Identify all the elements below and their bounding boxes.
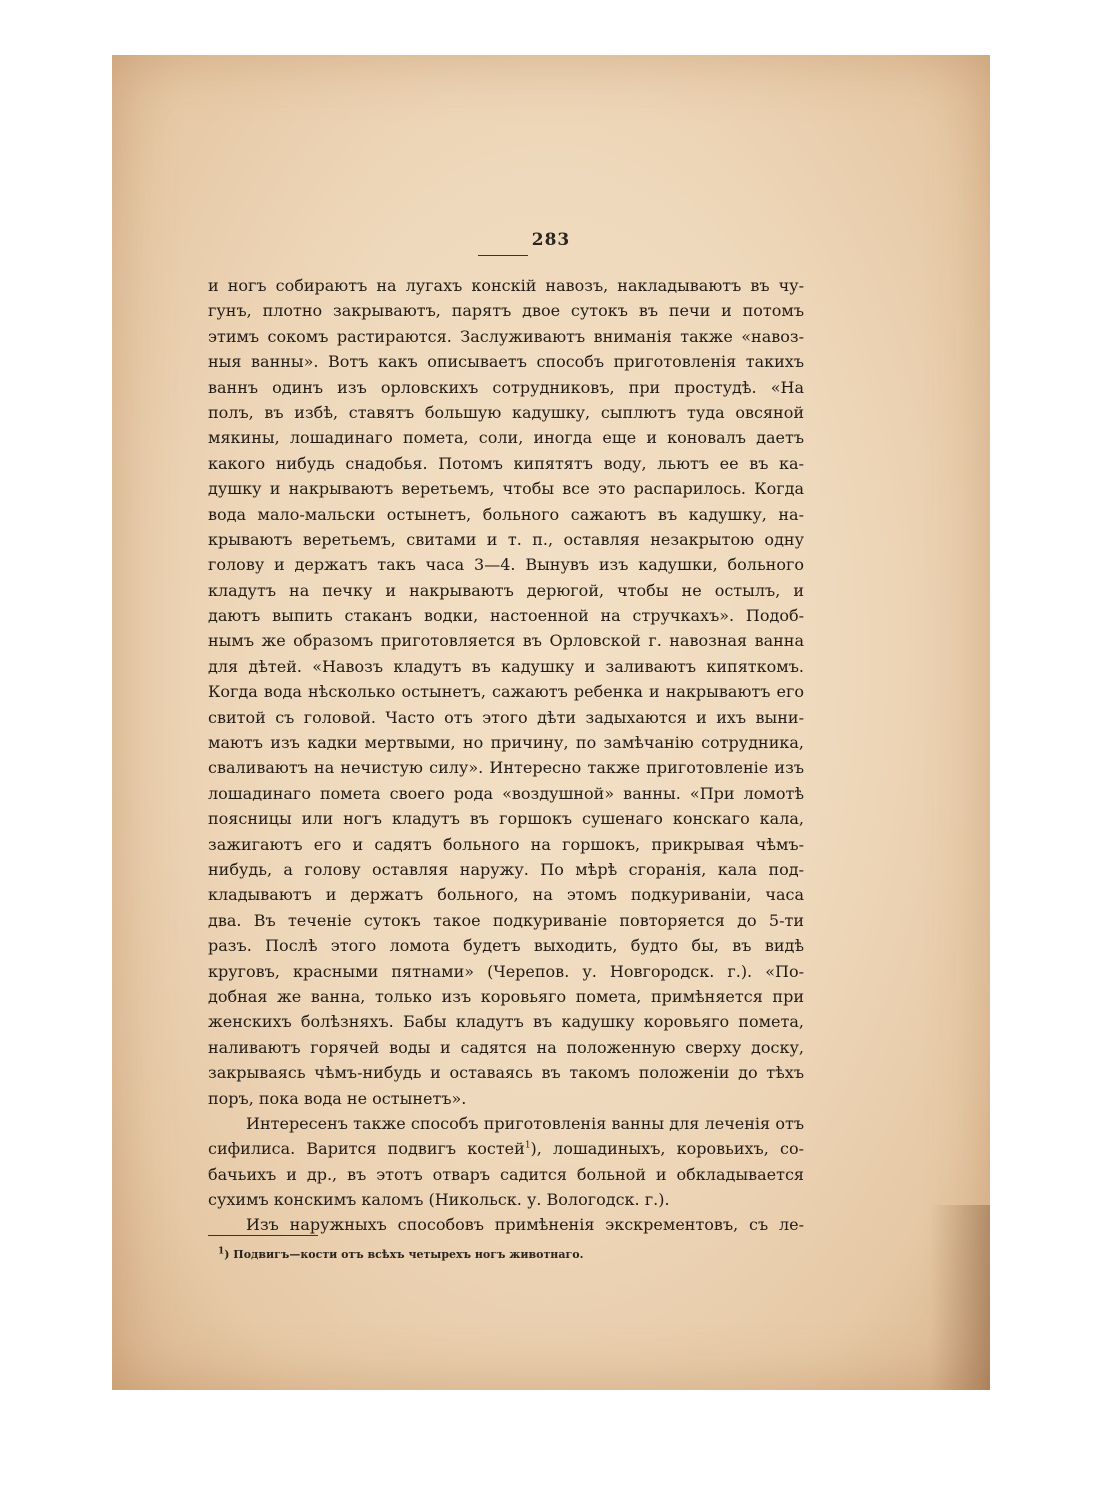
text-line: наливаютъ горячей воды и садятся на положенную сверху доску, bbox=[208, 1037, 804, 1057]
text-line: вода мало-мальски остынетъ, больного сажаютъ въ кадушку, на- bbox=[208, 504, 804, 524]
text-line: маютъ изъ кадки мертвыми, но причину, по замѣчанію сотрудника, bbox=[208, 733, 804, 753]
text-line: Изъ наружныхъ способовъ примѣненія экскрементовъ, съ ле- bbox=[246, 1215, 804, 1235]
scanned-page bbox=[112, 55, 990, 1390]
text-line: ныя ванны». Вотъ какъ описываетъ способъ приготовленія такихъ bbox=[208, 352, 804, 372]
footnote-rule bbox=[208, 1235, 318, 1236]
text-line: свитой съ головой. Часто отъ этого дѣти задыхаются и ихъ выни- bbox=[208, 707, 804, 727]
text-fragment: сифилиса. Варится подвигъ костей bbox=[208, 1139, 525, 1159]
text-line: какого нибудь снадобья. Потомъ кипятятъ воду, льютъ ее въ ка- bbox=[208, 453, 804, 473]
body-text bbox=[208, 273, 804, 1238]
page-number: 283 bbox=[531, 230, 571, 250]
footnote-text: ) Подвигъ—кости отъ всѣхъ четырехъ ногъ животнаго. bbox=[224, 1248, 584, 1261]
text-line: голову и держатъ такъ часа 3—4. Вынувъ изъ кадушки, больного bbox=[208, 555, 804, 575]
text-line-with-footnote-ref bbox=[208, 1136, 804, 1161]
text-line: поясницы или ногъ кладутъ въ горшокъ сушенаго конскаго кала, bbox=[208, 809, 804, 829]
text-line: лошадинаго помета своего рода «воздушной» ванны. «При ломотѣ bbox=[208, 783, 804, 803]
text-line: и ногъ собираютъ на лугахъ конскій навозъ, накладываютъ въ чу- bbox=[208, 276, 804, 295]
text-line: кладываютъ и держатъ больного, на этомъ подкуриваніи, часа bbox=[208, 885, 804, 905]
text-line: Когда вода нѣсколько остынетъ, сажаютъ ребенка и накрываютъ его bbox=[208, 682, 804, 702]
text-line: ваннъ одинъ изъ орловскихъ сотрудниковъ, при простудѣ. «На bbox=[208, 377, 804, 397]
text-line: Интересенъ также способъ приготовленія ванны для леченія отъ bbox=[246, 1113, 804, 1133]
text-line: этимъ сокомъ растираются. Заслуживаютъ вниманія также «навоз- bbox=[208, 326, 804, 346]
text-line: два. Въ теченіе сутокъ такое подкуриваніе повторяется до 5-ти bbox=[208, 910, 804, 930]
text-line: женскихъ болѣзняхъ. Бабы кладутъ въ кадушку коровьяго помета, bbox=[208, 1012, 804, 1032]
text-line: полъ, въ избѣ, ставятъ большую кадушку, сыплютъ туда овсяной bbox=[208, 402, 804, 422]
text-line: поръ, пока вода не остынетъ». bbox=[208, 1088, 467, 1108]
text-line: для дѣтей. «Навозъ кладутъ въ кадушку и заливаютъ кипяткомъ. bbox=[208, 656, 804, 676]
text-line: сухимъ конскимъ каломъ (Никольск. у. Вологодск. г.). bbox=[208, 1190, 670, 1210]
text-line: кладутъ на печку и накрываютъ дерюгой, чтобы не остылъ, и bbox=[208, 580, 804, 600]
text-line: гунъ, плотно закрываютъ, парятъ двое сутокъ въ печи и потомъ bbox=[208, 301, 804, 321]
footnote-reference: 1 bbox=[524, 1140, 531, 1151]
footnote bbox=[218, 1248, 583, 1261]
text-line: сваливаютъ на нечистую силу». Интересно также приготовленіе изъ bbox=[208, 758, 804, 778]
text-line: закрываясь чѣмъ-нибудь и оставаясь въ такомъ положеніи до тѣхъ bbox=[208, 1063, 804, 1083]
text-line: бачьихъ и др., въ этотъ отваръ садится больной и обкладывается bbox=[208, 1164, 804, 1184]
page-number-rule bbox=[478, 255, 528, 256]
text-line: зажигаютъ его и садятъ больного на горшокъ, прикрывая чѣмъ- bbox=[208, 834, 804, 854]
text-fragment: ), лошадиныхъ, коровьихъ, со- bbox=[530, 1139, 804, 1159]
text-line: нибудь, а голову оставляя наружу. По мѣрѣ сгоранія, кала под- bbox=[208, 859, 804, 879]
text-line: добная же ванна, только изъ коровьяго помета, примѣняется при bbox=[208, 986, 804, 1006]
text-line: нымъ же образомъ приготовляется въ Орловской г. навозная ванна bbox=[208, 631, 804, 651]
footnote-marker: 1 bbox=[218, 1246, 225, 1257]
text-line: душку и накрываютъ веретьемъ, чтобы все это распарилось. Когда bbox=[208, 479, 804, 499]
text-line: крываютъ веретьемъ, свитами и т. п., оставляя незакрытою одну bbox=[208, 529, 804, 549]
text-line: разъ. Послѣ этого ломота будетъ выходить, будто бы, въ видѣ bbox=[208, 936, 804, 956]
text-line: даютъ выпить стаканъ водки, настоенной на стручкахъ». Подоб- bbox=[208, 606, 804, 626]
text-line: мякины, лошадинаго помета, соли, иногда еще и коновалъ даетъ bbox=[208, 428, 804, 448]
text-line: круговъ, красными пятнами» (Черепов. у. Новгородск. г.). «По- bbox=[208, 961, 804, 981]
